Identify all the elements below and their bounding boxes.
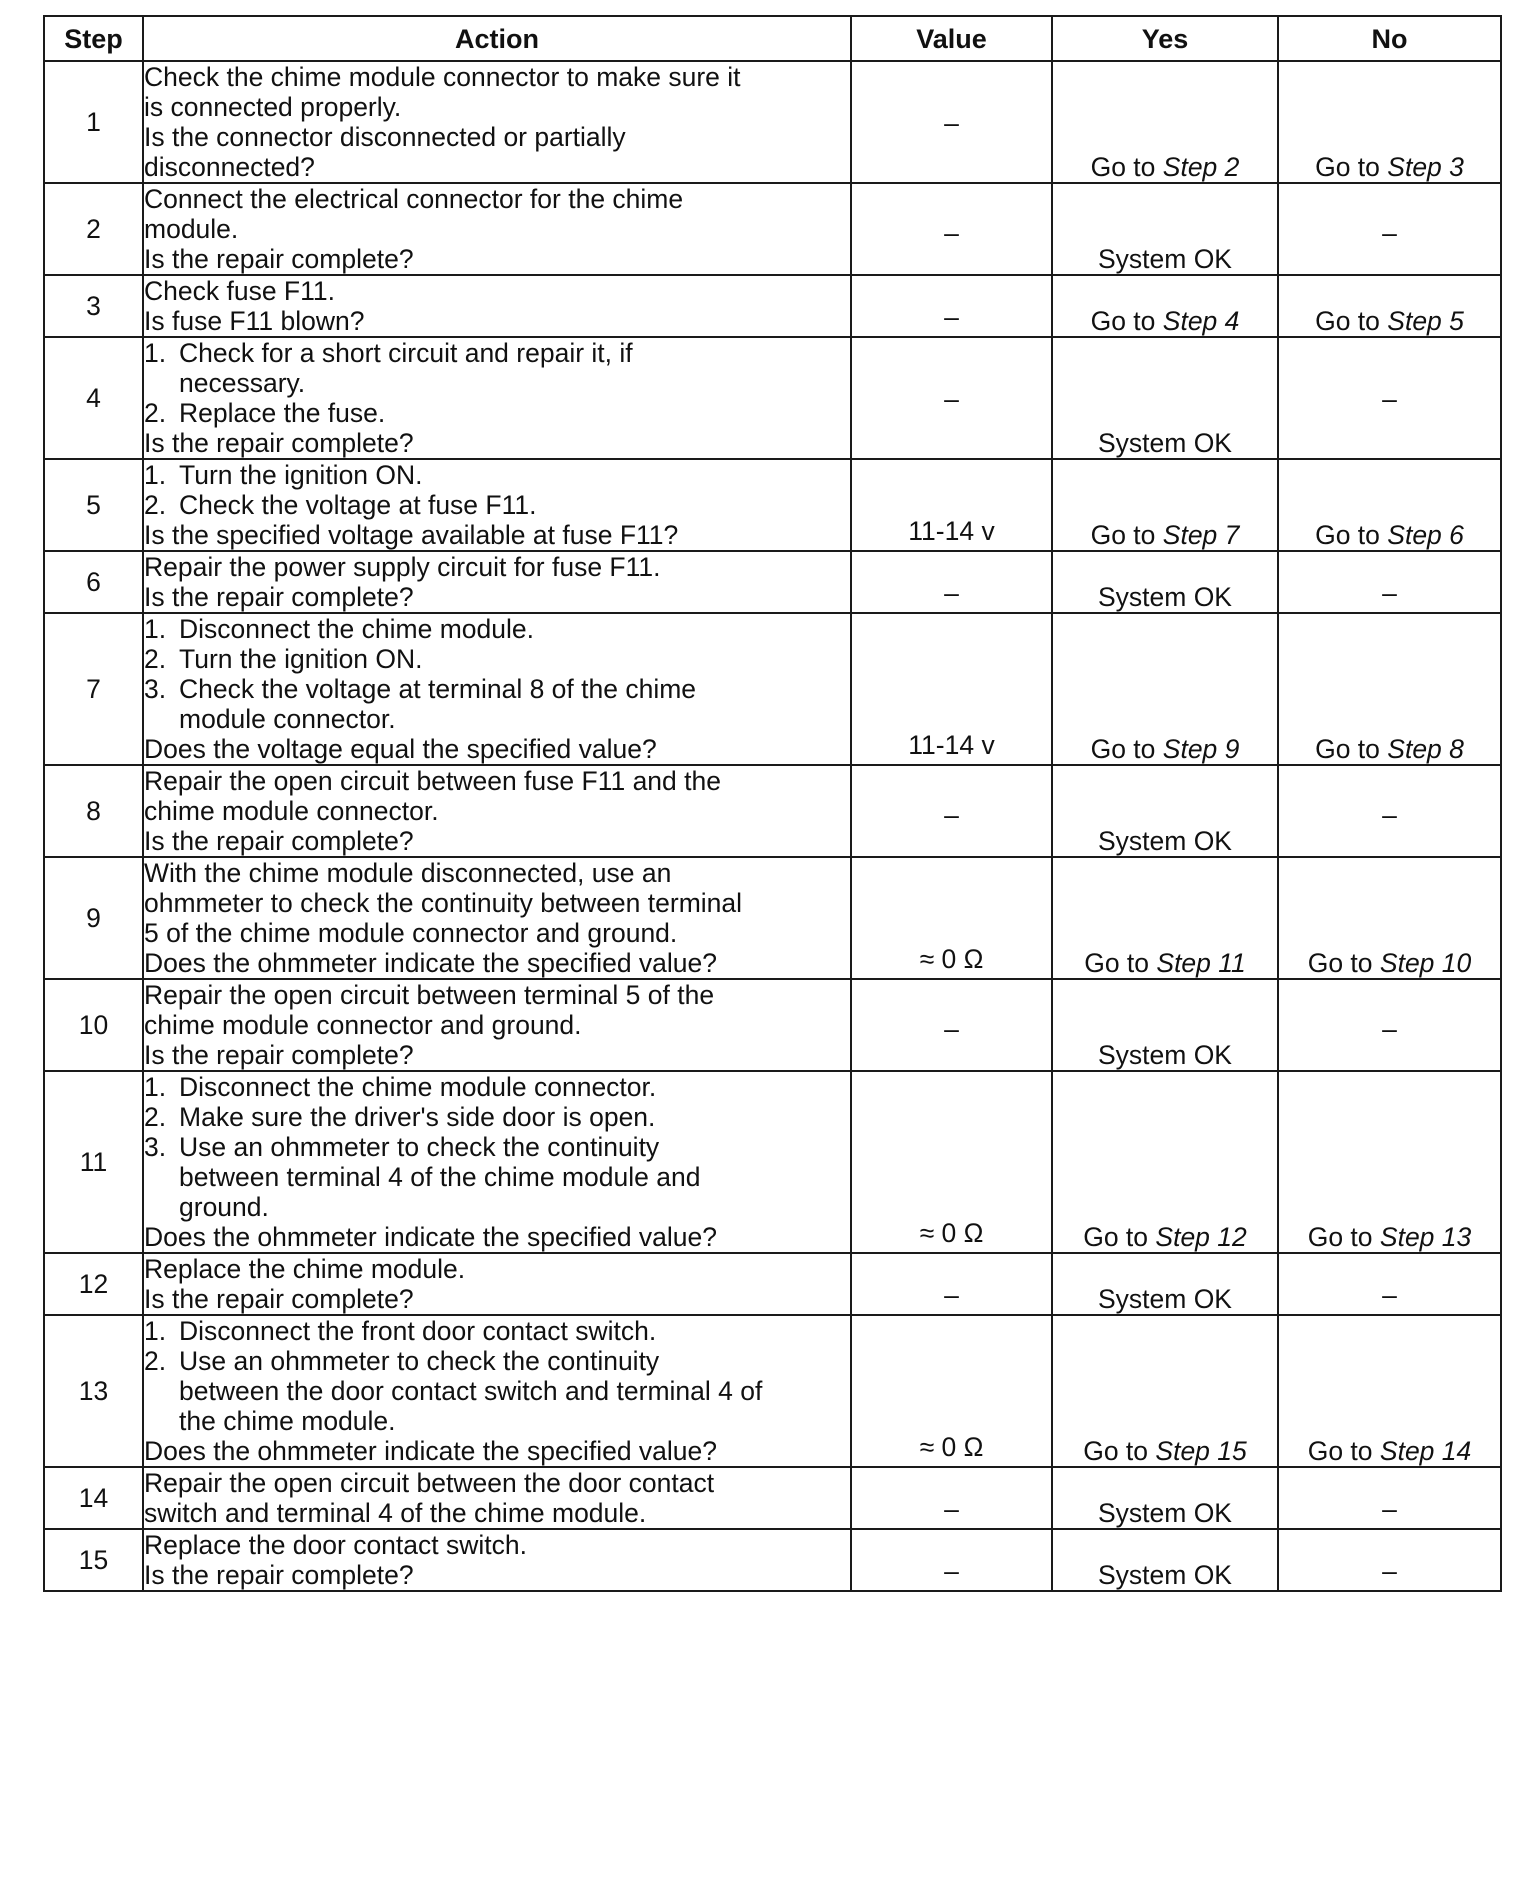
- no-goto-prefix: Go to: [1315, 734, 1388, 764]
- action-step-item: [144, 1132, 850, 1162]
- action-cell: [143, 1467, 851, 1529]
- action-cell: [143, 857, 851, 979]
- value-text: ≈ 0 Ω: [919, 1432, 984, 1462]
- step-number-cell: 10: [44, 979, 143, 1071]
- action-step-text: Use an ohmmeter to check the continuity: [179, 1346, 660, 1376]
- action-step-item: [144, 1102, 850, 1132]
- yes-result: System OK: [1097, 1498, 1232, 1528]
- action-line: Repair the open circuit between the door contact: [144, 1468, 715, 1498]
- action-cell: [143, 183, 851, 275]
- action-step-text: Use an ohmmeter to check the continuity: [179, 1132, 660, 1162]
- action-cell: [143, 1529, 851, 1591]
- action-cell: [143, 613, 851, 765]
- action-step-number: 3.: [144, 674, 167, 704]
- yes-cell: [1052, 613, 1278, 765]
- step-number-cell: 2: [44, 183, 143, 275]
- table-row: [44, 613, 1501, 765]
- yes-cell: [1052, 1315, 1278, 1467]
- yes-result: System OK: [1097, 826, 1232, 856]
- value-text: –: [944, 1494, 959, 1524]
- action-line: Repair the power supply circuit for fuse F11.: [144, 552, 661, 582]
- no-step-ref: Step 8: [1387, 734, 1464, 764]
- value-text: –: [944, 800, 959, 831]
- yes-cell: [1052, 61, 1278, 183]
- action-step-text: necessary.: [179, 368, 306, 398]
- step-number-cell: 11: [44, 1071, 143, 1253]
- header-value: Value: [851, 16, 1052, 61]
- yes-goto-prefix: Go to: [1090, 306, 1163, 336]
- action-line: Is fuse F11 blown?: [144, 306, 365, 336]
- no-cell: [1278, 613, 1501, 765]
- table-row: [44, 765, 1501, 857]
- table-row: [44, 183, 1501, 275]
- yes-cell: [1052, 459, 1278, 551]
- action-step-continuation: [144, 368, 850, 398]
- table-row: [44, 1315, 1501, 1467]
- step-number-cell: 5: [44, 459, 143, 551]
- no-cell: [1278, 979, 1501, 1071]
- value-cell: [851, 613, 1052, 765]
- yes-step-ref: Step 15: [1155, 1436, 1247, 1466]
- action-line: Is the repair complete?: [144, 826, 414, 856]
- table-row: [44, 337, 1501, 459]
- step-number-cell: 15: [44, 1529, 143, 1591]
- value-cell: [851, 551, 1052, 613]
- action-step-item: [144, 338, 850, 368]
- step-number-cell: 14: [44, 1467, 143, 1529]
- yes-cell: [1052, 183, 1278, 275]
- no-cell: [1278, 61, 1501, 183]
- action-step-number: 1.: [144, 460, 167, 490]
- yes-step-ref: Step 2: [1162, 152, 1240, 182]
- value-text: –: [944, 1556, 959, 1586]
- no-step-ref: Step 14: [1379, 1436, 1472, 1466]
- action-line: Is the specified voltage available at fuse F11?: [144, 520, 679, 550]
- action-line: Does the ohmmeter indicate the specified value?: [144, 1436, 718, 1466]
- action-cell: [143, 337, 851, 459]
- action-step-text: Disconnect the chime module connector.: [179, 1072, 657, 1102]
- yes-goto-prefix: Go to: [1090, 152, 1163, 182]
- yes-result: System OK: [1097, 244, 1232, 274]
- header-row: [44, 16, 1501, 61]
- value-text: –: [944, 1280, 959, 1310]
- action-step-item: [144, 398, 850, 428]
- yes-goto-prefix: Go to: [1083, 1436, 1156, 1466]
- step-number-cell: 7: [44, 613, 143, 765]
- value-text: 11-14 v: [908, 516, 995, 546]
- no-cell: [1278, 275, 1501, 337]
- action-step-number: 2.: [144, 398, 167, 428]
- yes-result: System OK: [1097, 1040, 1232, 1070]
- no-cell: [1278, 183, 1501, 275]
- value-cell: [851, 183, 1052, 275]
- table-row: [44, 857, 1501, 979]
- value-cell: [851, 275, 1052, 337]
- action-step-item: [144, 644, 850, 674]
- action-step-text: Check for a short circuit and repair it, if: [179, 338, 633, 368]
- value-text: ≈ 0 Ω: [919, 944, 984, 974]
- no-goto-prefix: Go to: [1315, 152, 1388, 182]
- action-step-number: 1.: [144, 614, 167, 644]
- action-step-text: between terminal 4 of the chime module and: [179, 1162, 701, 1192]
- action-step-continuation: [144, 704, 850, 734]
- no-goto-prefix: Go to: [1307, 1436, 1380, 1466]
- yes-step-ref: Step 9: [1162, 734, 1240, 764]
- action-line: chime module connector and ground.: [144, 1010, 582, 1040]
- value-text: 11-14 v: [908, 730, 995, 760]
- action-step-continuation: [144, 1192, 850, 1222]
- no-cell: [1278, 1071, 1501, 1253]
- value-text: –: [944, 302, 959, 332]
- action-step-number: 2.: [144, 644, 167, 674]
- action-step-continuation: [144, 1162, 850, 1192]
- yes-step-ref: Step 12: [1155, 1222, 1247, 1252]
- no-result: –: [1382, 578, 1397, 608]
- action-line: Replace the door contact switch.: [144, 1530, 527, 1560]
- yes-cell: [1052, 857, 1278, 979]
- yes-cell: [1052, 275, 1278, 337]
- action-line: ohmmeter to check the continuity between terminal: [144, 888, 743, 918]
- action-step-item: [144, 490, 850, 520]
- action-step-continuation: [144, 1406, 850, 1436]
- action-line: Check fuse F11.: [144, 276, 335, 306]
- action-step-continuation: [144, 1376, 850, 1406]
- diagnostic-table: [43, 15, 1502, 1592]
- no-goto-prefix: Go to: [1307, 948, 1380, 978]
- yes-goto-prefix: Go to: [1090, 520, 1163, 550]
- action-step-text: Turn the ignition ON.: [179, 644, 423, 674]
- value-text: –: [944, 107, 959, 138]
- action-step-text: ground.: [179, 1192, 269, 1222]
- action-line: switch and terminal 4 of the chime module.: [144, 1498, 647, 1528]
- step-number-cell: 4: [44, 337, 143, 459]
- yes-cell: [1052, 1467, 1278, 1529]
- table-row: [44, 1253, 1501, 1315]
- action-cell: [143, 61, 851, 183]
- action-step-number: 2.: [144, 490, 167, 520]
- action-line: Repair the open circuit between fuse F11 and the: [144, 766, 721, 796]
- value-text: –: [944, 383, 959, 414]
- yes-cell: [1052, 1253, 1278, 1315]
- yes-goto-prefix: Go to: [1090, 734, 1163, 764]
- action-line: Is the repair complete?: [144, 1560, 414, 1590]
- no-step-ref: Step 5: [1387, 306, 1464, 336]
- no-result: –: [1382, 1014, 1397, 1045]
- no-cell: [1278, 459, 1501, 551]
- action-step-text: between the door contact switch and terminal 4 of: [179, 1376, 763, 1406]
- yes-result: System OK: [1097, 582, 1232, 612]
- value-cell: [851, 979, 1052, 1071]
- value-cell: [851, 61, 1052, 183]
- no-result: –: [1382, 1494, 1397, 1524]
- yes-step-ref: Step 7: [1162, 520, 1240, 550]
- step-number-cell: 8: [44, 765, 143, 857]
- table-row: [44, 459, 1501, 551]
- value-cell: [851, 1529, 1052, 1591]
- yes-goto-prefix: Go to: [1083, 1222, 1156, 1252]
- action-line: Does the ohmmeter indicate the specified value?: [144, 1222, 718, 1252]
- value-cell: [851, 765, 1052, 857]
- yes-result: System OK: [1097, 1284, 1232, 1314]
- action-line: Connect the electrical connector for the chime: [144, 184, 684, 214]
- action-cell: [143, 1071, 851, 1253]
- action-step-text: Replace the fuse.: [179, 398, 386, 428]
- no-cell: [1278, 1529, 1501, 1591]
- yes-result: System OK: [1097, 1560, 1232, 1590]
- action-step-number: 1.: [144, 1072, 167, 1102]
- action-line: Is the repair complete?: [144, 1040, 414, 1070]
- action-cell: [143, 979, 851, 1071]
- value-text: –: [944, 218, 959, 249]
- no-goto-prefix: Go to: [1307, 1222, 1380, 1252]
- action-cell: [143, 765, 851, 857]
- table-body: [44, 61, 1501, 1591]
- yes-result: System OK: [1097, 428, 1232, 458]
- action-line: disconnected?: [144, 152, 315, 182]
- no-goto-prefix: Go to: [1315, 306, 1388, 336]
- table-row: [44, 275, 1501, 337]
- action-line: module.: [144, 214, 239, 244]
- no-goto-prefix: Go to: [1315, 520, 1388, 550]
- action-step-text: the chime module.: [179, 1406, 396, 1436]
- no-cell: [1278, 857, 1501, 979]
- table-row: [44, 61, 1501, 183]
- action-step-item: [144, 674, 850, 704]
- no-result: –: [1382, 1556, 1397, 1586]
- step-number-cell: 1: [44, 61, 143, 183]
- no-step-ref: Step 10: [1379, 948, 1472, 978]
- action-cell: [143, 275, 851, 337]
- yes-cell: [1052, 337, 1278, 459]
- yes-cell: [1052, 1071, 1278, 1253]
- yes-cell: [1052, 1529, 1278, 1591]
- yes-cell: [1052, 765, 1278, 857]
- action-line: Is the repair complete?: [144, 582, 414, 612]
- value-cell: [851, 857, 1052, 979]
- action-step-item: [144, 1072, 850, 1102]
- yes-cell: [1052, 551, 1278, 613]
- no-step-ref: Step 6: [1387, 520, 1464, 550]
- header-no: No: [1278, 16, 1501, 61]
- no-result: –: [1382, 1280, 1397, 1310]
- step-number-cell: 6: [44, 551, 143, 613]
- action-step-text: Check the voltage at fuse F11.: [179, 490, 537, 520]
- action-line: is connected properly.: [144, 92, 402, 122]
- no-cell: [1278, 337, 1501, 459]
- no-cell: [1278, 1467, 1501, 1529]
- value-text: –: [944, 1014, 959, 1045]
- table-row: [44, 1071, 1501, 1253]
- action-step-text: Check the voltage at terminal 8 of the chime: [179, 674, 697, 704]
- action-step-item: [144, 1346, 850, 1376]
- action-cell: [143, 459, 851, 551]
- table-row: [44, 1467, 1501, 1529]
- action-step-number: 1.: [144, 1316, 167, 1346]
- action-line: 5 of the chime module connector and ground.: [144, 918, 678, 948]
- action-line: With the chime module disconnected, use an: [144, 858, 672, 888]
- header-action: Action: [143, 16, 851, 61]
- action-line: Is the repair complete?: [144, 1284, 414, 1314]
- table-row: [44, 979, 1501, 1071]
- action-line: Does the ohmmeter indicate the specified value?: [144, 948, 718, 978]
- header-step: Step: [44, 16, 143, 61]
- action-step-number: 2.: [144, 1102, 167, 1132]
- value-cell: [851, 1253, 1052, 1315]
- no-cell: [1278, 765, 1501, 857]
- table-row: [44, 551, 1501, 613]
- action-step-item: [144, 1316, 850, 1346]
- value-cell: [851, 1315, 1052, 1467]
- no-cell: [1278, 551, 1501, 613]
- table-row: [44, 1529, 1501, 1591]
- value-cell: [851, 1467, 1052, 1529]
- value-cell: [851, 459, 1052, 551]
- no-step-ref: Step 3: [1387, 152, 1464, 182]
- action-line: Does the voltage equal the specified value?: [144, 734, 657, 764]
- value-cell: [851, 1071, 1052, 1253]
- no-cell: [1278, 1253, 1501, 1315]
- action-step-item: [144, 460, 850, 490]
- value-text: ≈ 0 Ω: [919, 1218, 984, 1248]
- action-step-number: 3.: [144, 1132, 167, 1162]
- no-result: –: [1382, 383, 1397, 414]
- action-cell: [143, 551, 851, 613]
- value-cell: [851, 337, 1052, 459]
- action-line: Check the chime module connector to make sure it: [144, 62, 741, 92]
- step-number-cell: 9: [44, 857, 143, 979]
- action-step-text: Turn the ignition ON.: [179, 460, 423, 490]
- no-result: –: [1382, 218, 1397, 249]
- action-step-text: Make sure the driver's side door is open.: [179, 1102, 656, 1132]
- action-cell: [143, 1253, 851, 1315]
- action-cell: [143, 1315, 851, 1467]
- action-step-text: Disconnect the chime module.: [179, 614, 534, 644]
- yes-cell: [1052, 979, 1278, 1071]
- yes-goto-prefix: Go to: [1084, 948, 1157, 978]
- step-number-cell: 12: [44, 1253, 143, 1315]
- no-step-ref: Step 13: [1379, 1222, 1472, 1252]
- step-number-cell: 3: [44, 275, 143, 337]
- action-step-number: 1.: [144, 338, 167, 368]
- yes-step-ref: Step 11: [1156, 948, 1246, 978]
- action-line: Is the repair complete?: [144, 428, 414, 458]
- action-line: Repair the open circuit between terminal 5 of the: [144, 980, 715, 1010]
- no-cell: [1278, 1315, 1501, 1467]
- action-line: Is the repair complete?: [144, 244, 414, 274]
- action-step-text: module connector.: [179, 704, 396, 734]
- action-step-text: Disconnect the front door contact switch.: [179, 1316, 657, 1346]
- no-result: –: [1382, 800, 1397, 831]
- value-text: –: [944, 578, 959, 608]
- header-yes: Yes: [1052, 16, 1278, 61]
- step-number-cell: 13: [44, 1315, 143, 1467]
- action-step-number: 2.: [144, 1346, 167, 1376]
- action-step-item: [144, 614, 850, 644]
- diagnostic-table-sheet: [43, 15, 1502, 1592]
- action-line: chime module connector.: [144, 796, 439, 826]
- action-line: Is the connector disconnected or partially: [144, 122, 626, 152]
- yes-step-ref: Step 4: [1162, 306, 1240, 336]
- action-line: Replace the chime module.: [144, 1254, 466, 1284]
